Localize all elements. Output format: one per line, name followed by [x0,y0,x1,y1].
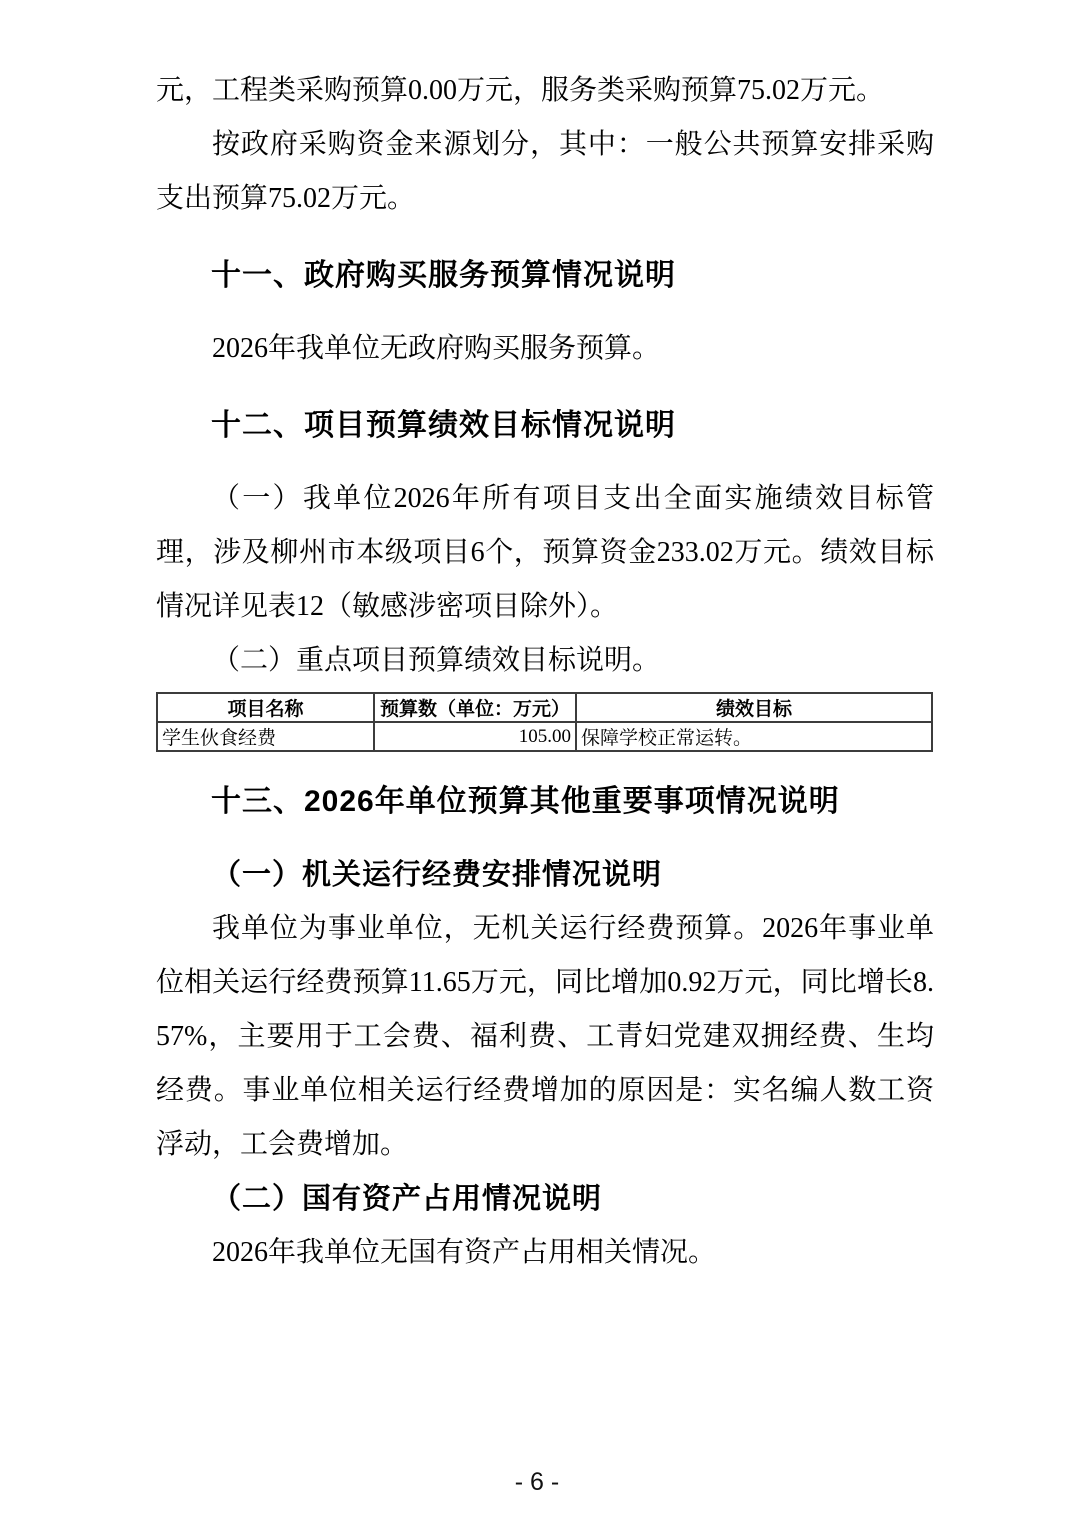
table-header-project-name: 项目名称 [157,693,374,722]
paragraph-procurement-tail: 元，工程类采购预算0.00万元，服务类采购预算75.02万元。 [156,75,885,106]
table-cell-performance-goal: 保障学校正常运转。 [576,722,932,751]
document-content [156,64,934,1280]
table-header-performance-goal: 绩效目标 [576,693,932,722]
paragraph-procurement-source: 按政府采购资金来源划分，其中：一般公共预算安排采购支出预算75.02万元。 [156,129,934,214]
paragraph-perf-target-1: （一）我单位2026年所有项目支出全面实施绩效目标管理，涉及柳州市本级项目6个，预算资金233.02万元。绩效目标情况详见表12（敏感涉密项目除外）。 [156,483,934,622]
table-cell-budget-amount: 105.00 [374,722,576,751]
paragraph-operating-funds: 我单位为事业单位，无机关运行经费预算。2026年事业单位相关运行经费预算11.65万元，同比增加0.92万元，同比增长8.57%，主要用于工会费、福利费、工青妇党建双拥经费、生均经费。事业单位相关运行经费增加的原因是：实名编人数工资浮动，工会费增加。 [156,913,934,1160]
section-heading-13: 十三、2026年单位预算其他重要事项情况说明 [211,785,840,818]
paragraph-perf-target-2: （二）重点项目预算绩效目标说明。 [212,645,661,676]
table-header-row [157,693,932,722]
subheading-13-2: （二）国有资产占用情况说明 [212,1183,603,1215]
paragraph-state-assets: 2026年我单位无国有资产占用相关情况。 [212,1237,717,1268]
table-cell-project-name: 学生伙食经费 [157,722,374,751]
section-heading-12: 十二、项目预算绩效目标情况说明 [211,409,676,442]
page-number: - 6 - [514,1468,560,1496]
table-header-budget-amount: 预算数（单位：万元） [374,693,576,722]
paragraph-gov-purchase-service: 2026年我单位无政府购买服务预算。 [212,333,661,364]
table-row [157,722,932,751]
section-heading-11: 十一、政府购买服务预算情况说明 [211,259,676,292]
performance-target-table [156,692,933,752]
subheading-13-1: （一）机关运行经费安排情况说明 [212,859,663,891]
